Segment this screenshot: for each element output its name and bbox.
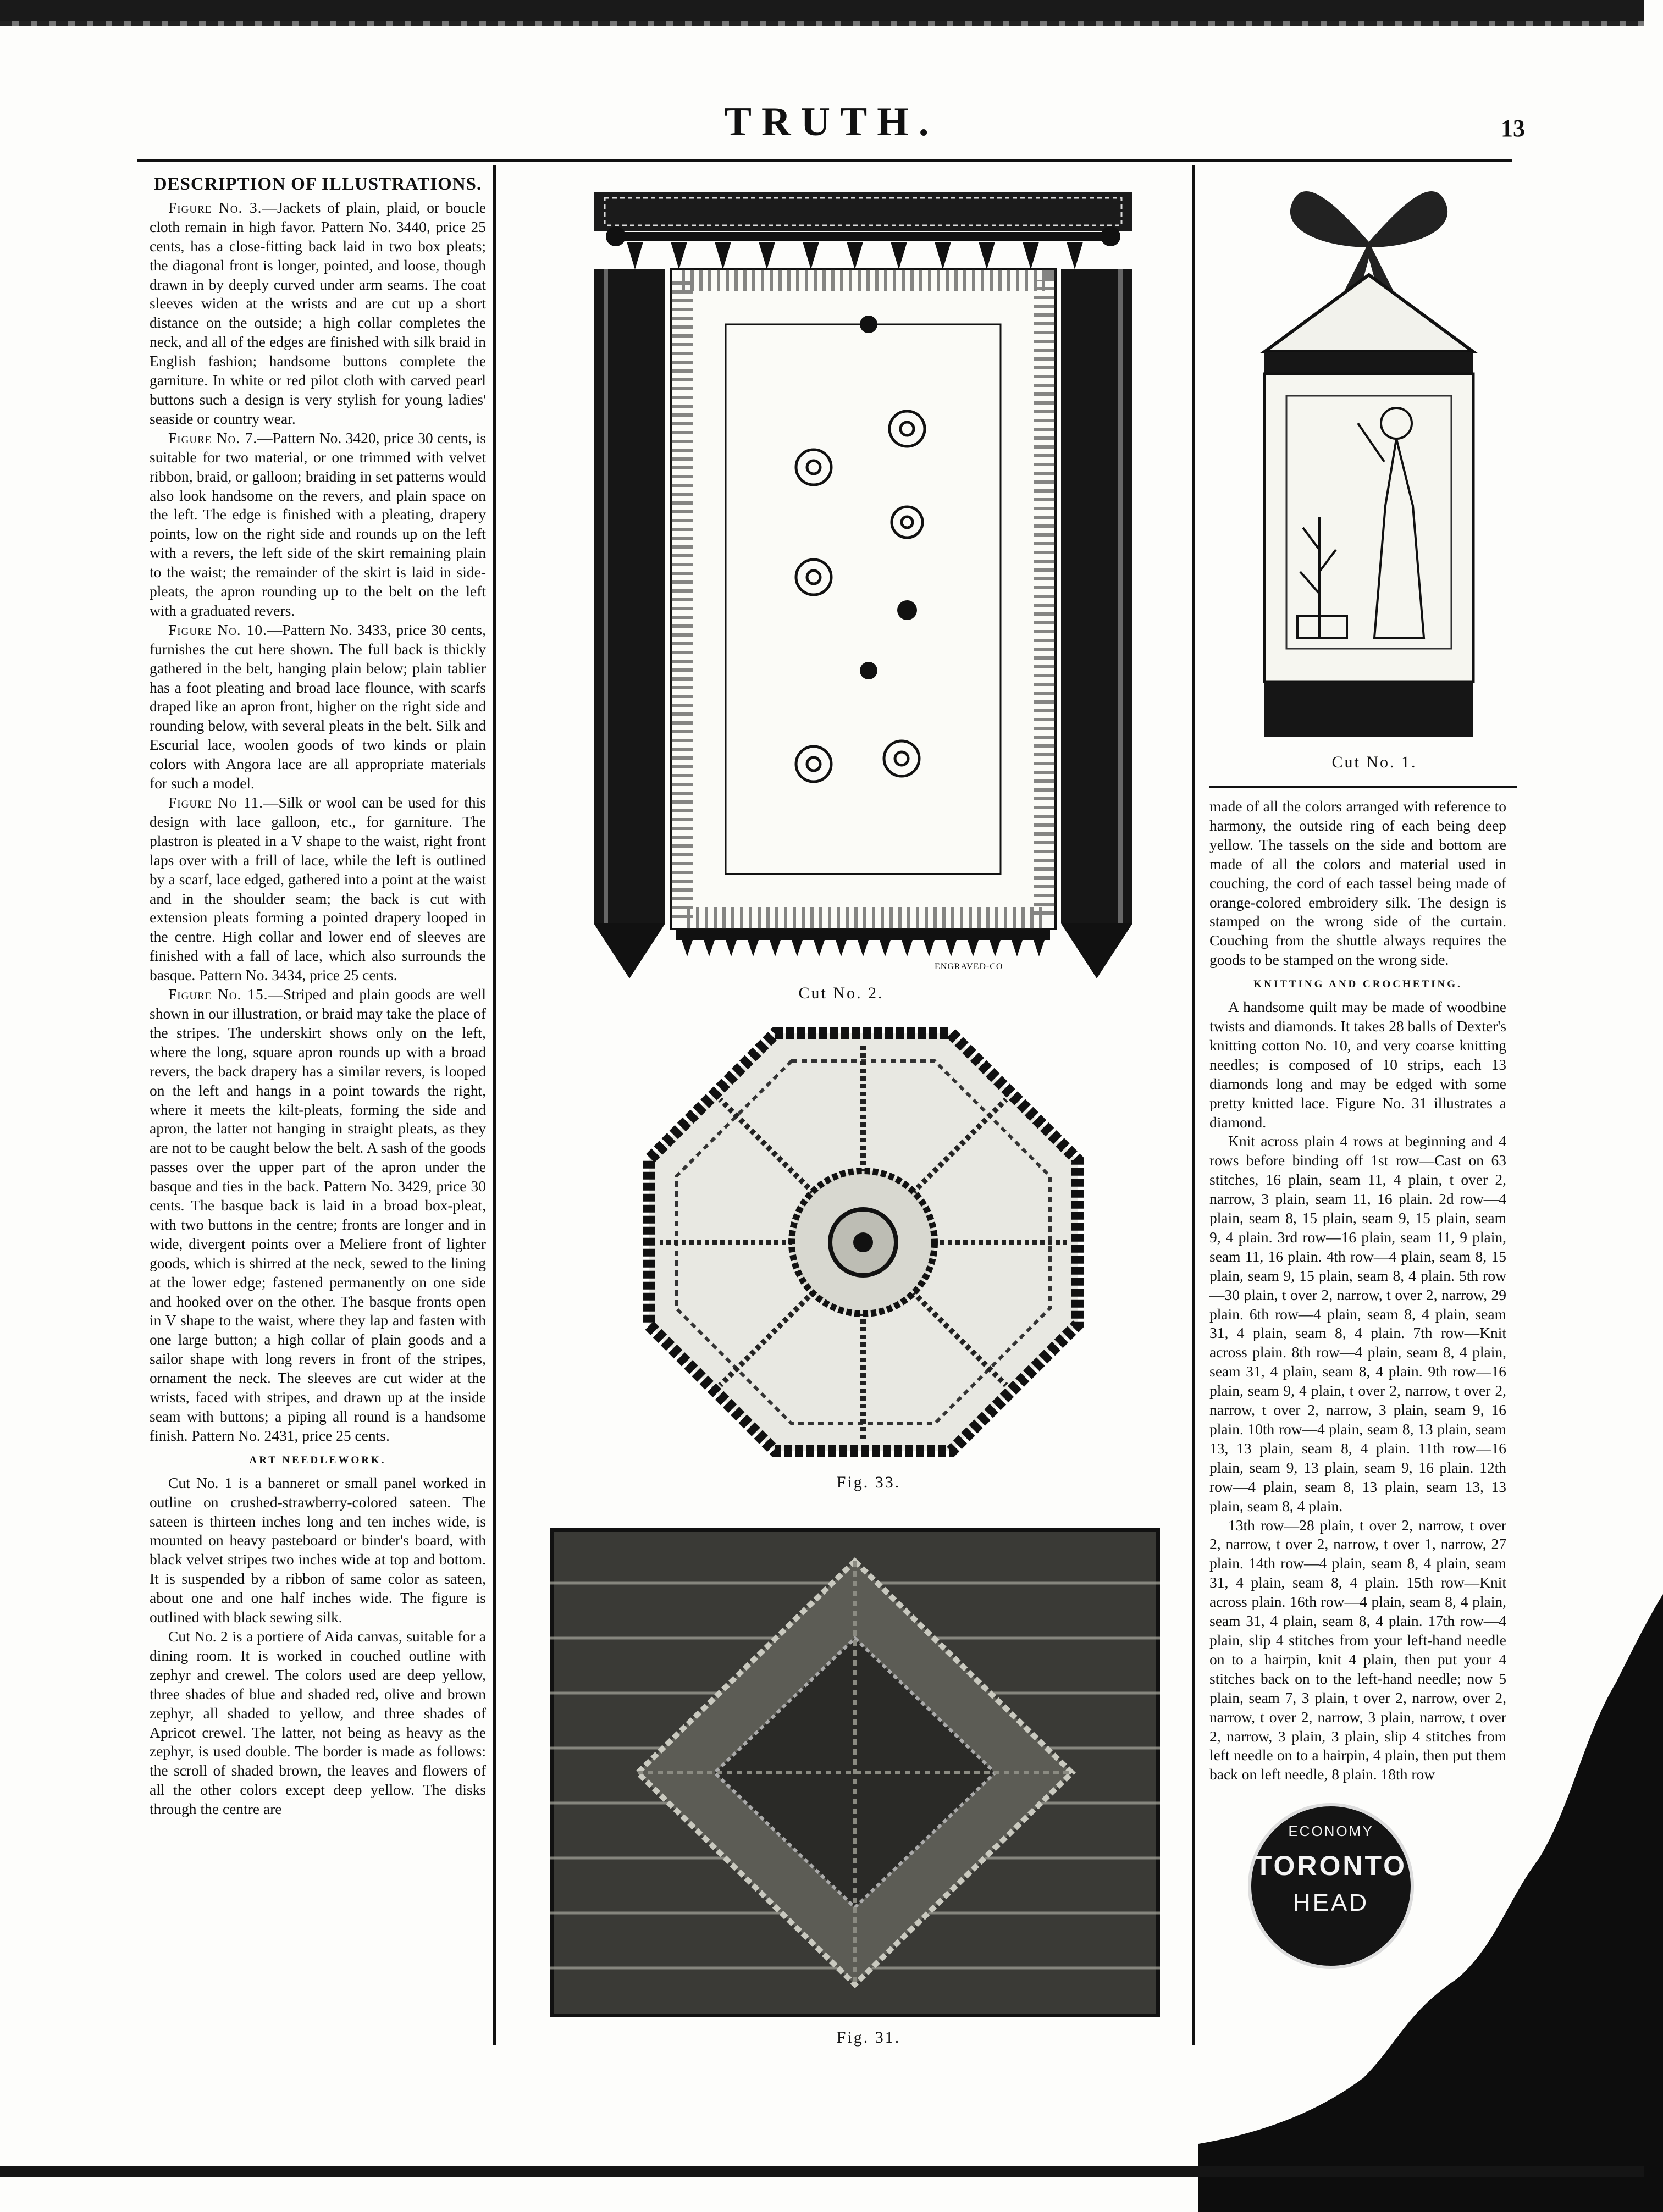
column-rule-left xyxy=(493,165,496,2045)
top-border-pattern xyxy=(0,21,1644,26)
illustrations-heading: DESCRIPTION OF ILLUSTRATIONS. xyxy=(153,174,482,194)
art-paragraph: Cut No. 1 is a banneret or small panel worked in outline on crushed-strawberry-colored sateen. The sateen is thirteen inches long and ten inches wide, is mounted on heavy pasteboard or binder's board, with black velvet stripes two inches wide at top and bottom. It is suspended by a ribbon of same color as sateen, about one and one half inches wide. The figure is outlined with black sewing silk. xyxy=(150,1474,487,1626)
page-number: 13 xyxy=(1501,115,1525,142)
bottom-border xyxy=(0,2166,1644,2177)
figure-paragraph: Figure No. 3.—Jackets of plain, plaid, or boucle cloth remain in high favor. Pattern No. 3440, price 25 cents, has a close-fitting back laid in two box pleats; the diagonal front is longer, pointed, and loose, though drawn in by deeply curved under arm seams. The coat sleeves widen at the wrists and are cut up a short distance on the outside; a high collar completes the neck, and all of the edges are finished with silk braid in English fashion; handsome buttons complete the garniture. In white or red pilot cloth with carved pearl buttons such a design is very stylish for young ladies' seaside or country wear. xyxy=(150,198,486,427)
cut2-caption: Cut No. 2. xyxy=(798,984,884,1002)
stamp-line3: HEAD xyxy=(1292,1889,1369,1916)
figure-paragraph: Figure No 11.—Silk or wool can be used for this design with lace galloon, etc., for garniture. The plastron is pleated in a V shape to the waist, right front laps over with a frill of lace, while the left is outlined by a scarf, lace edged, gathered into a point at the waist and in the shoulder seam; the back is cut with extension pleats forming a pointed drapery looped in the centre. High collar and lower end of sleeves are finished with a fall of lace, which also surrounds the basque. Pattern No. 3434, price 25 cents. xyxy=(150,794,486,984)
stamp-line2: TORONTO xyxy=(1255,1850,1407,1881)
cut1-caption: Cut No. 1. xyxy=(1331,753,1417,771)
knitting-paragraph: 13th row—28 plain, t over 2, narrow, t over 2, narrow, t over 2, narrow, t over 1, narrow, 27 plain. 14th row—4 plain, seam 8, 4 plain, seam 31, 4 plain, seam 8, 4 plain. 15th row—Knit across plain. 16th row—4 plain, seam 8, 4 plain, seam 31, 4 plain, seam 8, 4 plain. 17th row—4 plain, slip 4 stitches from your left-hand needle on to a hairpin, knit 4 plain, then put your 4 stitches back on to the left-hand needle; now 5 plain, seam 7, 3 plain, t over 2, narrow, over 2, narrow, t over 2, narrow, 3 plain, narrow, t over 2, narrow, 3 plain, 3 plain, slip 4 stitches from left needle on to a hairpin, 4 plain, then put them back on left needle, 8 plain. 18th row xyxy=(1209,1516,1506,1783)
crochet-octagon-illustration xyxy=(638,1022,1089,1462)
engraver-signature: ENGRAVED-CO xyxy=(935,962,1003,971)
knitting-heading: KNITTING AND CROCHETING. xyxy=(1253,978,1462,991)
fig31-caption: Fig. 31. xyxy=(836,2028,901,2047)
column-rule-right xyxy=(1192,165,1195,2045)
figure-paragraph: Figure No. 10.—Pattern No. 3433, price 30 cents, furnishes the cut here shown. The full back is thickly gathered in the belt, hanging plain below; plain tablier has a foot pleating and broad lace flounce, with scarfs draped like an apron front, higher on the right side and rounding below, with several pleats in the belt. Silk and Escurial lace, woolen goods of two kinds or plain colors with Angora lace are all appropriate materials for such a model. xyxy=(150,621,486,792)
header-rule xyxy=(137,159,1512,162)
knitting-paragraph: Knit across plain 4 rows at beginning and 4 rows before binding off 1st row—Cast on 63 stitches, 16 plain, seam 11, 4 plain, t over 2, narrow, 3 plain, seam 11, 16 plain. 2d row—4 plain, seam 8, 15 plain, seam 9, 15 plain, seam 9, 4 plain. 3rd row—16 plain, seam 11, 9 plain, seam 11, 16 plain. 4th row—4 plain, seam 8, 15 plain, seam 9, 15 plain, seam 8, 4 plain. 5th row—30 plain, t over 2, narrow, t over 2, narrow, 29 plain. 6th row—4 plain, seam 8, 4 plain, seam 31, 4 plain, seam 8, 4 plain. 7th row—Knit across plain. 8th row—4 plain, seam 8, 4 plain, seam 31, 4 plain, seam 8, 4 plain. 9th row—16 plain, seam 9, 4 plain, t over 2, narrow, t over 2, narrow, t over 2, narrow, 3 plain, seam 9, 16 plain. 10th row—4 plain, seam 8, 13 plain, seam 13, 13 plain, seam 8, 4 plain. 11th row—16 plain, seam 9, 13 plain, seam 9, 16 plain. 12th row—4 plain, seam 8, 13 plain, seam 13, 13 plain, seam 8, 4 plain. xyxy=(1209,1132,1506,1514)
caption-rule xyxy=(1209,786,1517,788)
banneret-illustration xyxy=(1259,165,1479,748)
figure-paragraph: Figure No. 15.—Striped and plain goods are well shown in our illustration, or braid may take the place of the stripes. The underskirt shows only on the left, where the long, square apron rounds up with a broad revers, the back drapery has a similar revers, is looped on the left and hangs in a point towards the right, where it meets the kilt-pleats, forming the side and apron, the latter not hanging in straight pleats, as they are not to be caught below the belt. A sash of the goods passes over the upper part of the apron under the basque and ties in the back. Pattern No. 3429, price 30 cents. The basque back is laid in a broad box-pleat, with two buttons in the centre; fronts are longer and in wide, divergent points over a Meliere front of lighter goods, which is shirred at the neck, sewed to the lining at the lower edge; fastened permanently on one side and hooked over on the other. The basque fronts open in V shape to the waist, where they lap and fasten with one large button; a high collar of plain goods and a sailor shape with long revers in front of the stripes, ornament the neck. The sleeves are cut wider at the wrists, faced with stripes, and drawn up at the inside seam with buttons; a piping all round is a handsome finish. Pattern No. 2431, price 25 cents. xyxy=(150,986,486,1444)
library-stamp xyxy=(1248,1803,1414,1969)
knitted-diamond-illustration xyxy=(550,1528,1160,2017)
art-paragraph: Cut No. 2 is a portiere of Aida canvas, suitable for a dining room. It is worked in couched outline with zephyr and crewel. The colors used are deep yellow, three shades of blue and shaded red, olive and brown zephyr, all shaded to yellow, and three shades of Apricot crewel. The latter, not being as heavy as the zephyr, is used double. The border is made as follows: the scroll of shaded brown, the leaves and flowers of all the other colors except deep yellow. The disks through the centre are xyxy=(150,1627,486,1818)
masthead: TRUTH. xyxy=(724,99,939,145)
art-continuation: made of all the colors arranged with reference to harmony, the outside ring of each being deep yellow. The tassels on the side and bottom are made of all the colors and material used in couching, the cord of each tassel being made of orange-colored embroidery silk. The design is stamped on the wrong side of the curtain. Couching from the shuttle always requires the goods to be stamped on the wrong side. xyxy=(1209,798,1506,969)
figure-paragraph: Figure No. 7.—Pattern No. 3420, price 30 cents, is suitable for two material, or one trimmed with velvet ribbon, braid, or galloon; braiding in set patterns would also look handsome on the revers, and plain space on the left. The edge is finished with a pleating, drapery points, low on the right side and rounds up on the left with a revers, the left side of the skirt remaining plain to the waist; the remainder of the skirt is laid in side-pleats, the apron rounding up to the belt on the left with a graduated revers. xyxy=(150,429,486,619)
left-column xyxy=(150,175,486,1819)
fig33-caption: Fig. 33. xyxy=(836,1473,901,1491)
top-border xyxy=(0,0,1644,21)
stamp-line1: ECONOMY xyxy=(1288,1823,1374,1839)
knitting-paragraph: A handsome quilt may be made of woodbine twists and diamonds. It takes 28 balls of Dexter's knitting cotton No. 10, and very coarse knitting needles; is composed of 10 strips, each 13 diamonds long and may be edged with some pretty knitted lace. Figure No. 31 illustrates a diamond. xyxy=(1209,998,1506,1131)
art-needlework-heading: ART NEEDLEWORK. xyxy=(249,1454,386,1466)
portiere-illustration xyxy=(594,181,1132,978)
